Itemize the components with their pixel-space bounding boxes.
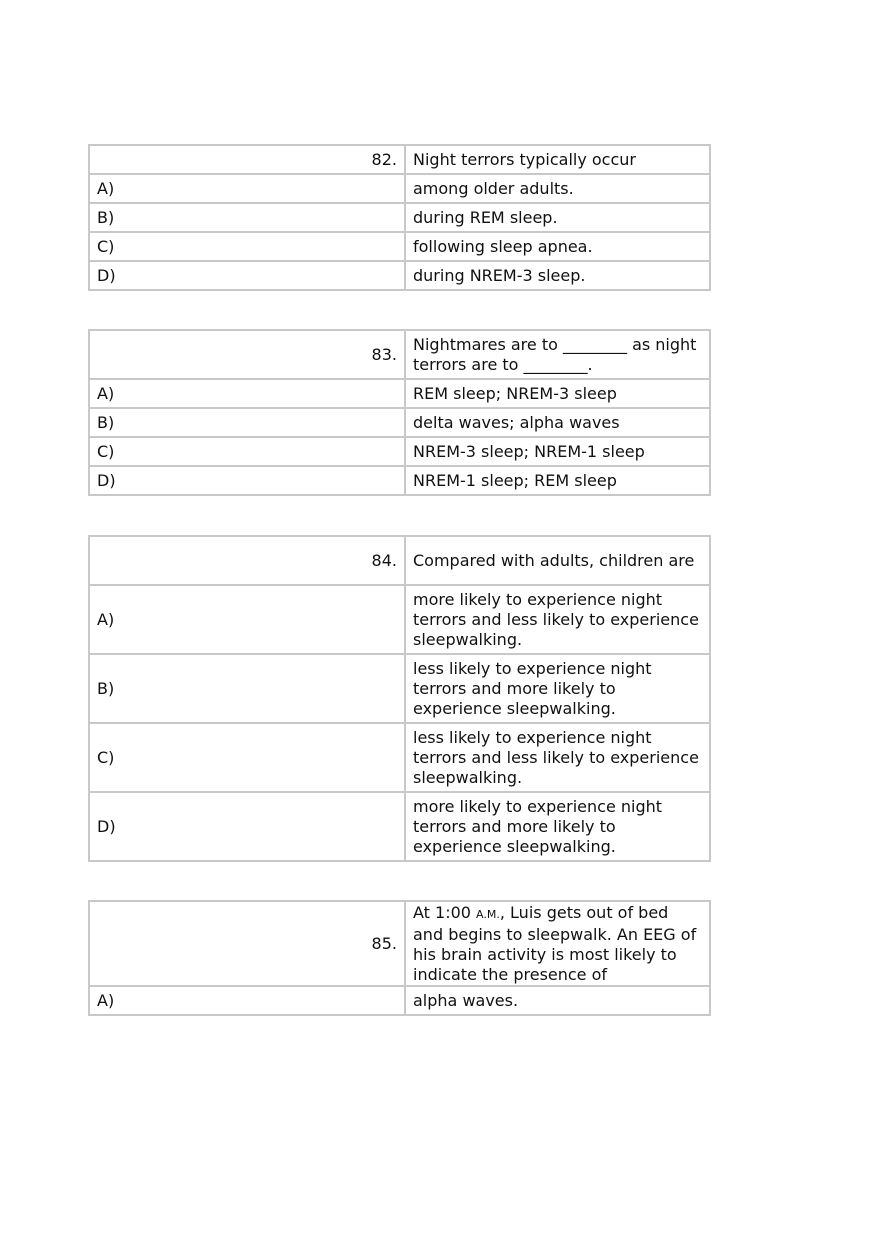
option-text: NREM-1 sleep; REM sleep — [405, 466, 710, 495]
question-stem-row — [89, 901, 710, 986]
question-82-table — [88, 144, 711, 291]
option-text: REM sleep; NREM-3 sleep — [405, 379, 710, 408]
option-text: more likely to experience night terrors and more likely to experience sleepwalking. — [405, 792, 710, 861]
stem-time: At 1:00 — [413, 902, 471, 922]
option-text: delta waves; alpha waves — [405, 408, 710, 437]
option-letter: A) — [89, 379, 405, 408]
option-row-d[interactable] — [89, 792, 710, 861]
question-stem — [405, 901, 710, 986]
option-row-b[interactable] — [89, 203, 710, 232]
option-letter: D) — [89, 261, 405, 290]
option-row-d[interactable] — [89, 466, 710, 495]
question-stem-row — [89, 330, 710, 379]
option-row-d[interactable] — [89, 261, 710, 290]
option-text: more likely to experience night terrors and less likely to experience sleepwalking. — [405, 585, 710, 654]
option-letter: A) — [89, 585, 405, 654]
option-text: NREM-3 sleep; NREM-1 sleep — [405, 437, 710, 466]
question-stem-row — [89, 145, 710, 174]
option-row-a[interactable] — [89, 379, 710, 408]
question-stem: Night terrors typically occur — [405, 145, 710, 174]
option-text: during NREM-3 sleep. — [405, 261, 710, 290]
question-85-table — [88, 900, 711, 1016]
question-84-table — [88, 535, 711, 862]
question-stem: Nightmares are to ________ as night terrors are to ________. — [405, 330, 710, 379]
question-number: 83. — [89, 330, 405, 379]
option-text: among older adults. — [405, 174, 710, 203]
option-row-c[interactable] — [89, 723, 710, 792]
option-row-a[interactable] — [89, 174, 710, 203]
option-letter: B) — [89, 203, 405, 232]
option-letter: B) — [89, 408, 405, 437]
question-number: 82. — [89, 145, 405, 174]
option-letter: C) — [89, 437, 405, 466]
option-text: less likely to experience night terrors and more likely to experience sleepwalking. — [405, 654, 710, 723]
stem-ampm: A.M. — [476, 907, 500, 921]
option-row-b[interactable] — [89, 408, 710, 437]
option-row-a[interactable] — [89, 585, 710, 654]
stem-rest: , Luis gets out of bed and begins to sleepwalk. An EEG of his brain activity is most likely to indicate the presence of — [413, 902, 697, 984]
option-letter: C) — [89, 232, 405, 261]
question-83-table — [88, 329, 711, 496]
option-text: following sleep apnea. — [405, 232, 710, 261]
option-row-c[interactable] — [89, 232, 710, 261]
option-letter: C) — [89, 723, 405, 792]
option-row-b[interactable] — [89, 654, 710, 723]
option-row-a[interactable] — [89, 986, 710, 1015]
option-letter: A) — [89, 986, 405, 1015]
question-number: 84. — [89, 536, 405, 585]
option-text: less likely to experience night terrors and less likely to experience sleepwalking. — [405, 723, 710, 792]
option-letter: B) — [89, 654, 405, 723]
option-letter: D) — [89, 792, 405, 861]
option-letter: A) — [89, 174, 405, 203]
question-stem-row — [89, 536, 710, 585]
option-text: alpha waves. — [405, 986, 710, 1015]
question-stem: Compared with adults, children are — [405, 536, 710, 585]
option-row-c[interactable] — [89, 437, 710, 466]
question-number: 85. — [89, 901, 405, 986]
option-letter: D) — [89, 466, 405, 495]
option-text: during REM sleep. — [405, 203, 710, 232]
